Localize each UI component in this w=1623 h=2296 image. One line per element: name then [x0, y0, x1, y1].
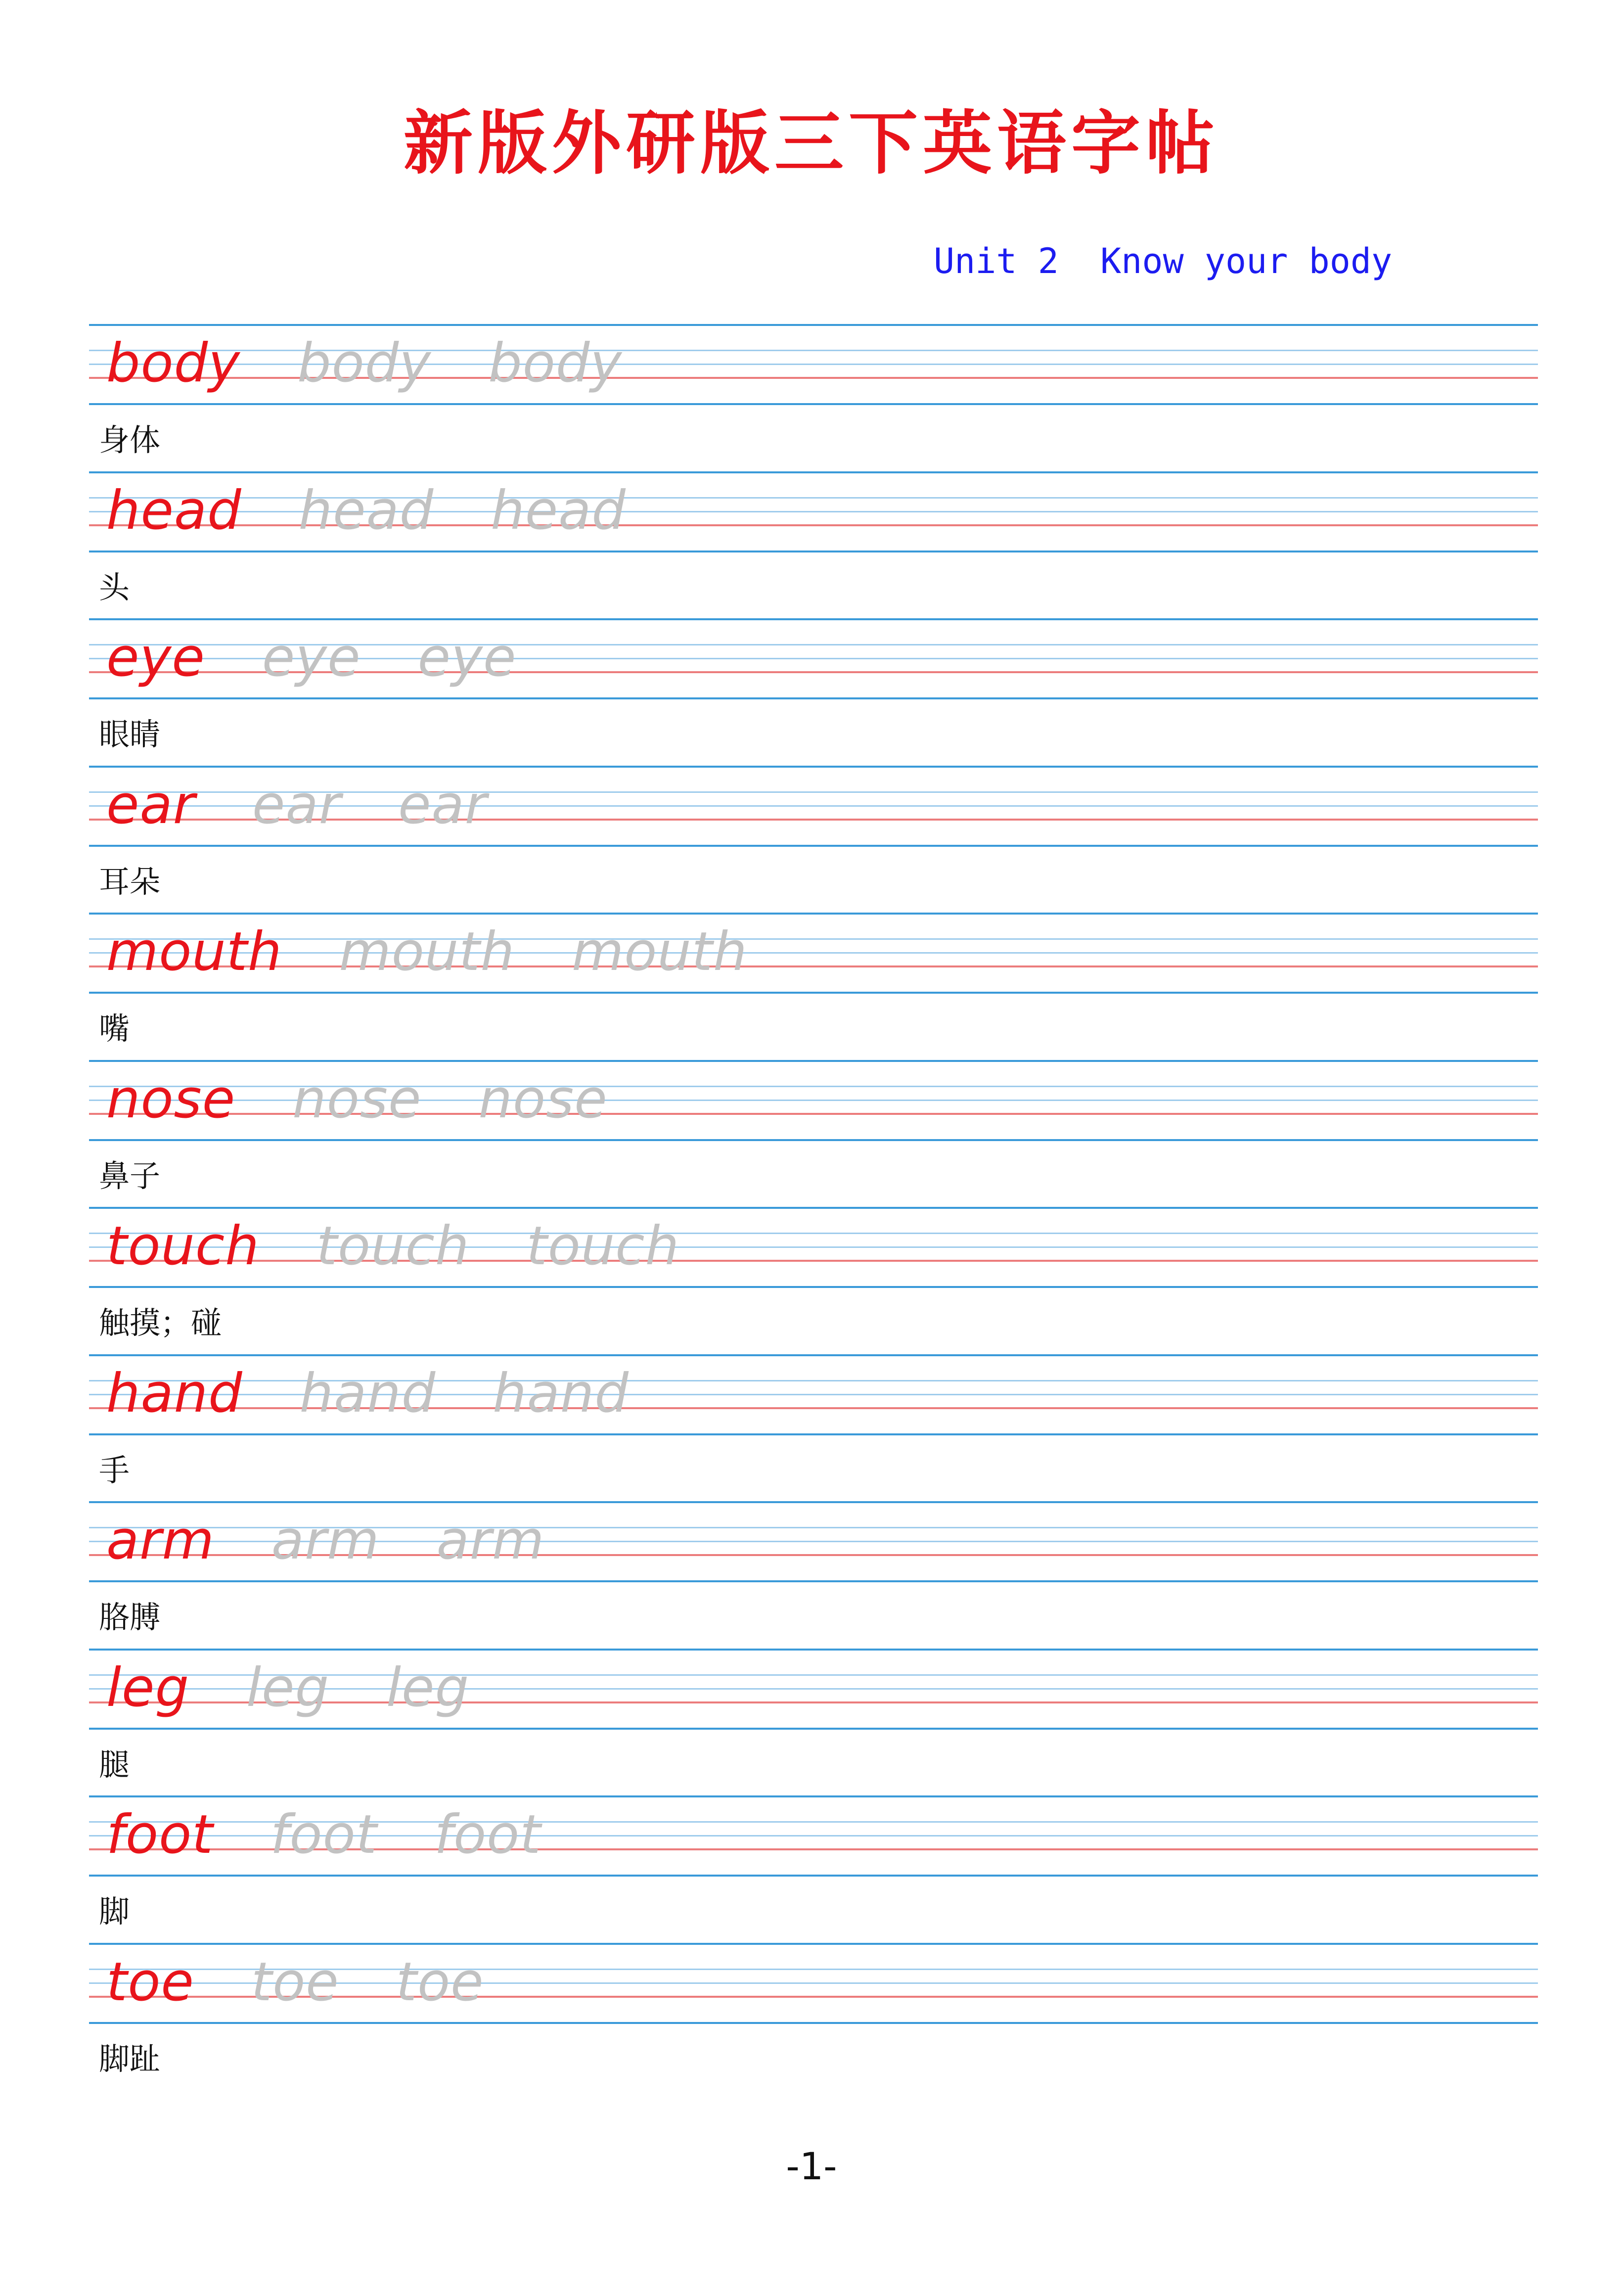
writing-lines: [89, 471, 1538, 552]
chinese-meaning: 耳朵: [99, 864, 161, 900]
writing-lines: [89, 324, 1538, 405]
model-word: ear: [106, 774, 196, 836]
word-entry: [89, 1501, 1538, 1649]
chinese-meaning: 头: [99, 569, 130, 605]
model-word: nose: [106, 1068, 236, 1130]
model-word: foot: [106, 1804, 214, 1866]
word-entry: [89, 1354, 1538, 1502]
chinese-meaning: 触摸；碰: [99, 1305, 222, 1341]
trace-word: arm: [436, 1510, 545, 1571]
writing-lines: [89, 618, 1538, 699]
trace-word: head: [491, 480, 626, 542]
guide-line: [89, 697, 1538, 699]
trace-word: arm: [271, 1510, 380, 1571]
trace-word: ear: [398, 774, 488, 836]
trace-word: touch: [316, 1215, 470, 1277]
writing-lines: [89, 913, 1538, 994]
page-title: 新版外研版三下英语字帖: [403, 103, 1219, 184]
practice-words: [106, 1359, 686, 1433]
word-entry: [89, 1795, 1538, 1943]
model-word: hand: [106, 1363, 243, 1424]
guide-line: [89, 1501, 1538, 1503]
trace-word: leg: [386, 1657, 470, 1719]
practice-words: [106, 1653, 526, 1728]
practice-words: [106, 1948, 541, 2022]
guide-line: [89, 1139, 1538, 1141]
word-entry: [89, 1207, 1538, 1354]
guide-line: [89, 618, 1538, 620]
trace-word: body: [297, 332, 432, 394]
guide-line: [89, 1728, 1538, 1730]
writing-lines: [89, 1501, 1538, 1582]
writing-lines: [89, 1207, 1538, 1288]
guide-line: [89, 913, 1538, 915]
model-word: mouth: [106, 921, 282, 983]
chinese-meaning: 腿: [99, 1746, 130, 1783]
model-word: body: [106, 332, 241, 394]
guide-line: [89, 551, 1538, 552]
trace-word: foot: [270, 1804, 378, 1866]
practice-words: [106, 329, 679, 403]
guide-line: [89, 992, 1538, 994]
guide-line: [89, 1286, 1538, 1288]
guide-line: [89, 1580, 1538, 1582]
page-number: -1-: [786, 2144, 837, 2188]
guide-line: [89, 471, 1538, 473]
practice-words: [106, 476, 683, 551]
chinese-meaning: 眼睛: [99, 716, 161, 752]
guide-line: [89, 403, 1538, 405]
word-entry: [89, 913, 1538, 1060]
guide-line: [89, 1875, 1538, 1877]
word-entry: [89, 471, 1538, 619]
chinese-meaning: 身体: [99, 422, 161, 458]
practice-words: [106, 1506, 601, 1580]
trace-word: eye: [417, 627, 517, 689]
chinese-meaning: 胳膊: [99, 1599, 161, 1635]
guide-line: [89, 1943, 1538, 1945]
guide-line: [89, 1354, 1538, 1356]
practice-words: [106, 771, 544, 845]
model-word: touch: [106, 1215, 260, 1277]
trace-word: body: [488, 332, 623, 394]
guide-line: [89, 324, 1538, 326]
model-word: eye: [106, 627, 205, 689]
writing-lines: [89, 1943, 1538, 2024]
guide-line: [89, 1060, 1538, 1062]
model-word: leg: [106, 1657, 190, 1719]
model-word: toe: [106, 1951, 194, 2013]
chinese-meaning: 嘴: [99, 1010, 130, 1047]
word-entry: [89, 1060, 1538, 1207]
word-entry: [89, 1649, 1538, 1796]
writing-lines: [89, 1795, 1538, 1877]
writing-lines: [89, 1354, 1538, 1435]
word-entry: [89, 766, 1538, 913]
word-entry: [89, 1943, 1538, 2090]
word-entry: [89, 324, 1538, 471]
practice-words: [106, 1212, 736, 1286]
practice-words: [106, 1065, 665, 1139]
trace-word: mouth: [339, 921, 515, 983]
guide-line: [89, 1207, 1538, 1209]
trace-word: hand: [493, 1363, 629, 1424]
practice-words: [106, 918, 805, 992]
trace-word: nose: [292, 1068, 422, 1130]
chinese-meaning: 脚趾: [99, 2041, 161, 2077]
trace-word: ear: [252, 774, 342, 836]
writing-lines: [89, 1649, 1538, 1730]
guide-line: [89, 2022, 1538, 2024]
trace-word: toe: [396, 1951, 484, 2013]
trace-word: foot: [434, 1804, 541, 1866]
writing-lines: [89, 1060, 1538, 1141]
word-entry: [89, 618, 1538, 766]
trace-word: eye: [262, 627, 361, 689]
chinese-meaning: 脚: [99, 1893, 130, 1929]
guide-line: [89, 766, 1538, 768]
trace-word: head: [298, 480, 434, 542]
trace-word: mouth: [572, 921, 748, 983]
chinese-meaning: 鼻子: [99, 1158, 161, 1194]
trace-word: touch: [526, 1215, 680, 1277]
chinese-meaning: 手: [99, 1452, 130, 1488]
unit-subtitle: Unit 2 Know your body: [934, 241, 1393, 281]
guide-line: [89, 845, 1538, 847]
model-word: head: [106, 480, 242, 542]
trace-word: leg: [246, 1657, 330, 1719]
guide-line: [89, 1795, 1538, 1797]
trace-word: toe: [251, 1951, 339, 2013]
guide-line: [89, 1433, 1538, 1435]
practice-words: [106, 623, 573, 697]
trace-word: hand: [299, 1363, 436, 1424]
trace-word: nose: [478, 1068, 608, 1130]
model-word: arm: [106, 1510, 215, 1571]
writing-lines: [89, 766, 1538, 847]
guide-line: [89, 1649, 1538, 1651]
practice-words: [106, 1800, 598, 1875]
